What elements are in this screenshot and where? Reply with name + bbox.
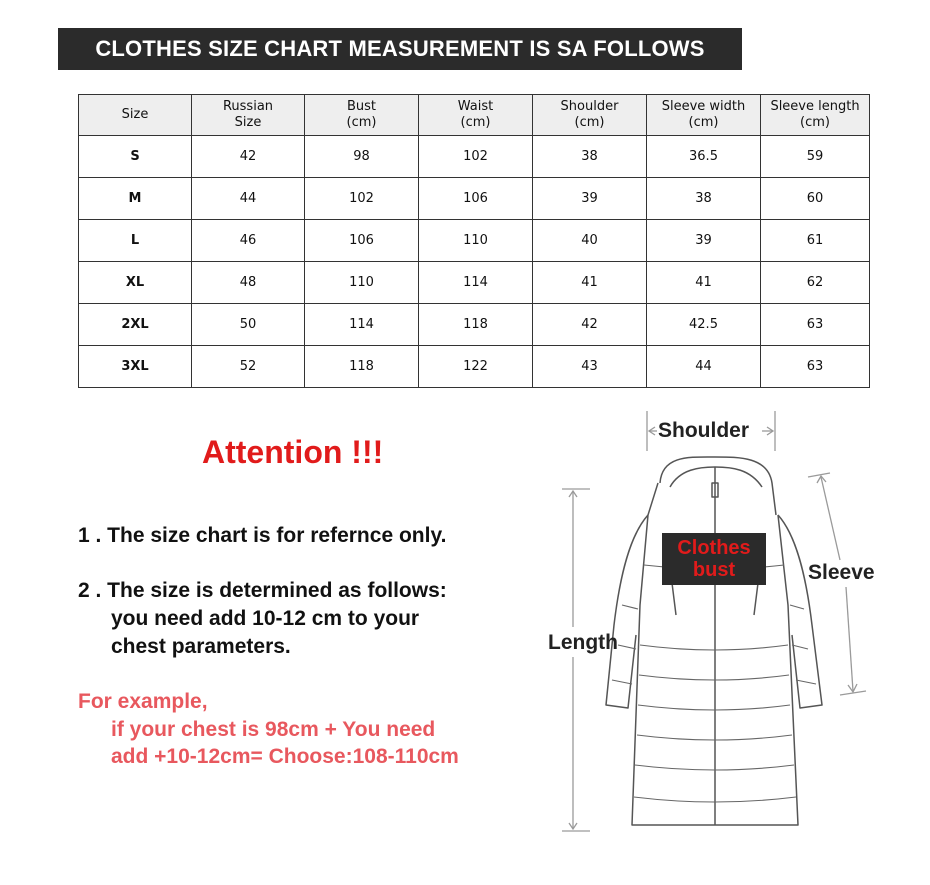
russian-size-cell: 48 [192,262,305,304]
size-cell: 2XL [79,304,192,346]
size-cell: M [79,178,192,220]
note-add-cm: you need add 10-12 cm to your [111,607,420,630]
size-table-body [79,136,870,388]
sleeve-width-cell: 42.5 [647,304,761,346]
waist-cell: 118 [419,304,533,346]
header-russian-size: Russian Size [192,95,305,136]
bust-cell: 106 [305,220,419,262]
length-label: Length [548,631,618,654]
size-cell: L [79,220,192,262]
example-title: For example, [78,690,208,713]
waist-cell: 122 [419,346,533,388]
bust-cell: 98 [305,136,419,178]
table-row [79,136,870,178]
sleeve-width-cell: 39 [647,220,761,262]
bust-cell: 114 [305,304,419,346]
shoulder-cell: 42 [533,304,647,346]
shoulder-cell: 40 [533,220,647,262]
bust-cell: 102 [305,178,419,220]
attention-heading: Attention !!! [202,434,384,470]
sleeve-length-cell: 59 [761,136,870,178]
coat-measurement-diagram [540,405,920,845]
size-table [78,94,870,388]
size-cell: XL [79,262,192,304]
sleeve-length-cell: 63 [761,346,870,388]
russian-size-cell: 42 [192,136,305,178]
table-row [79,304,870,346]
bust-label-line-2: bust [692,559,736,581]
russian-size-cell: 52 [192,346,305,388]
note-reference-only: 1 . The size chart is for refernce only. [78,524,447,547]
coat-illustration [540,405,920,845]
header-sleeve-width: Sleeve width (cm) [647,95,761,136]
note-size-determined: 2 . The size is determined as follows: [78,579,447,602]
sleeve-width-cell: 36.5 [647,136,761,178]
sleeve-width-cell: 38 [647,178,761,220]
russian-size-cell: 50 [192,304,305,346]
waist-cell: 102 [419,136,533,178]
header-waist: Waist (cm) [419,95,533,136]
sleeve-length-cell: 63 [761,304,870,346]
russian-size-cell: 44 [192,178,305,220]
waist-cell: 110 [419,220,533,262]
shoulder-cell: 41 [533,262,647,304]
note-chest-parameters: chest parameters. [111,635,291,658]
header-shoulder: Shoulder (cm) [533,95,647,136]
sleeve-length-cell: 61 [761,220,870,262]
clothes-bust-label [662,537,766,581]
table-row [79,346,870,388]
example-line-2: add +10-12cm= Choose:108-110cm [111,745,459,768]
header-size: Size [79,95,192,136]
table-row [79,220,870,262]
header-row [79,95,870,136]
header-bust: Bust (cm) [305,95,419,136]
sleeve-length-cell: 60 [761,178,870,220]
table-row [79,178,870,220]
size-cell: S [79,136,192,178]
waist-cell: 106 [419,178,533,220]
sleeve-width-cell: 44 [647,346,761,388]
sleeve-width-cell: 41 [647,262,761,304]
shoulder-cell: 39 [533,178,647,220]
sleeve-label: Sleeve [808,561,875,584]
table-row [79,262,870,304]
bust-cell: 110 [305,262,419,304]
russian-size-cell: 46 [192,220,305,262]
header-sleeve-length: Sleeve length (cm) [761,95,870,136]
bust-cell: 118 [305,346,419,388]
bust-label-line-1: Clothes [677,537,751,559]
shoulder-cell: 43 [533,346,647,388]
example-line-1: if your chest is 98cm + You need [111,718,436,741]
chart-title: CLOTHES SIZE CHART MEASUREMENT IS SA FOLLOWS [58,28,742,70]
size-table-header [79,95,870,136]
sleeve-length-cell: 62 [761,262,870,304]
shoulder-label: Shoulder [658,419,750,442]
waist-cell: 114 [419,262,533,304]
shoulder-cell: 38 [533,136,647,178]
size-cell: 3XL [79,346,192,388]
